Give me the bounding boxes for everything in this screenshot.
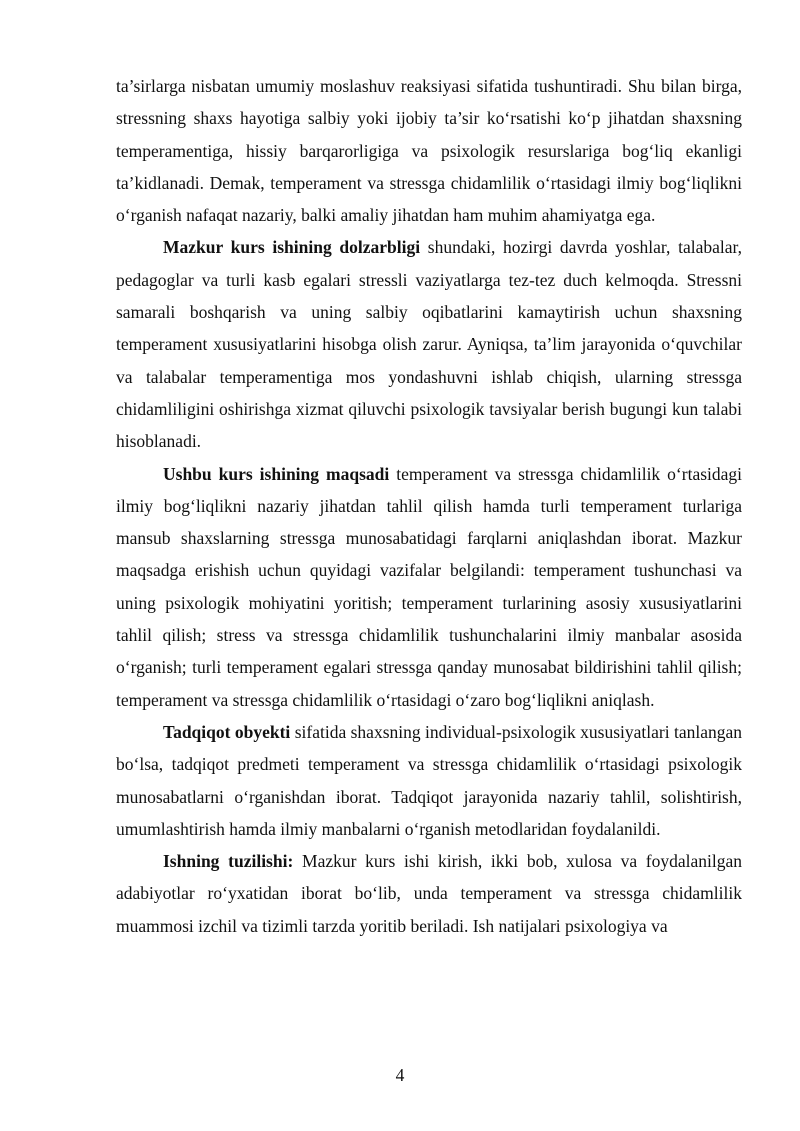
paragraph-relevance (116, 231, 742, 457)
paragraph-lead: Ishning tuzilishi: (163, 851, 294, 872)
paragraph-text: ta’sirlarga nisbatan umumiy moslashuv reaksiyasi sifatida tushuntiradi. Shu bilan birga, stressning shaxs hayotiga salbiy yoki ijobiy ta’sir ko‘rsatishi ko‘p jihatdan shaxsning temperamentiga, hissiy barqarorligiga va psixologik resurslariga bog‘liq ekanligi ta’kidlanadi. Demak, temperament va stressga chidamlilik o‘rtasidagi ilmiy bog‘liqlikni o‘rganish nafaqat nazariy, balki amaliy jihatdan ham muhim ahamiyatga ega. (116, 76, 742, 226)
paragraph-lead: Tadqiqot obyekti (163, 721, 291, 742)
paragraph-text: temperament va stressga chidamlilik o‘rtasidagi ilmiy bog‘liqlikni nazariy jihatdan tahlil qilish hamda turli temperament turlariga mansub shaxslarning stressga munosabatidagi farqlarni aniqlashdan iborat. Mazkur maqsadga erishish uchun quyidagi vazifalar belgilandi: temperament tushunchasi va uning psixologik mohiyatini yoritish; temperament turlarining asosiy xususiyatlarini tahlil qilish; stress va stressga chidamlilik tushunchalarini ilmiy manbalar asosida o‘rganish; turli temperament egalari stressga qanday munosabat bildirishini tahlil qilish; temperament va stressga chidamlilik o‘rtasidagi o‘zaro bog‘liqlikni aniqlash. (116, 463, 743, 710)
paragraph-goal (116, 458, 742, 716)
paragraph-text: sifatida shaxsning individual-psixologik xususiyatlari tanlangan bo‘lsa, tadqiqot predmeti temperament va stressga chidamlilik o‘rtasidagi psixologik munosabatlarni o‘rganishdan iborat. Tadqiqot jarayonida nazariy tahlil, solishtirish, umumlashtirish hamda ilmiy manbalarni o‘rganish metodlaridan foydalanildi. (116, 721, 742, 839)
paragraph-text: shundaki, hozirgi davrda yoshlar, talabalar, pedagoglar va turli kasb egalari stressli vaziyatlarga tez-tez duch kelmoqda. Stressni samarali boshqarish va uning salbiy oqibatlarini kamaytirish uchun shaxsning temperament xususiyatlarini hisobga olish zarur. Ayniqsa, ta’lim jarayonida o‘quvchilar va talabalar temperamentiga mos yondashuvni ishlab chiqish, ularning stressga chidamliligini oshirishga xizmat qiluvchi psixologik tavsiyalar berish bugungi kun talabi hisoblanadi. (116, 237, 742, 452)
paragraph-structure (116, 845, 742, 942)
page-number: 4 (395, 1065, 405, 1085)
paragraph-lead: Mazkur kurs ishining dolzarbligi (163, 237, 421, 258)
paragraph-intro-continuation (116, 70, 742, 231)
paragraph-text: Mazkur kurs ishi kirish, ikki bob, xulosa va foydalanilgan adabiyotlar ro‘yxatidan iborat bo‘lib, unda temperament va stressga chidamlilik muammosi izchil va tizimli tarzda yoritib beriladi. Ish natijalari psixologiya va (116, 851, 743, 936)
paragraph-lead: Ushbu kurs ishining maqsadi (163, 463, 390, 484)
paragraph-research-object (116, 716, 742, 845)
document-page (116, 70, 742, 942)
